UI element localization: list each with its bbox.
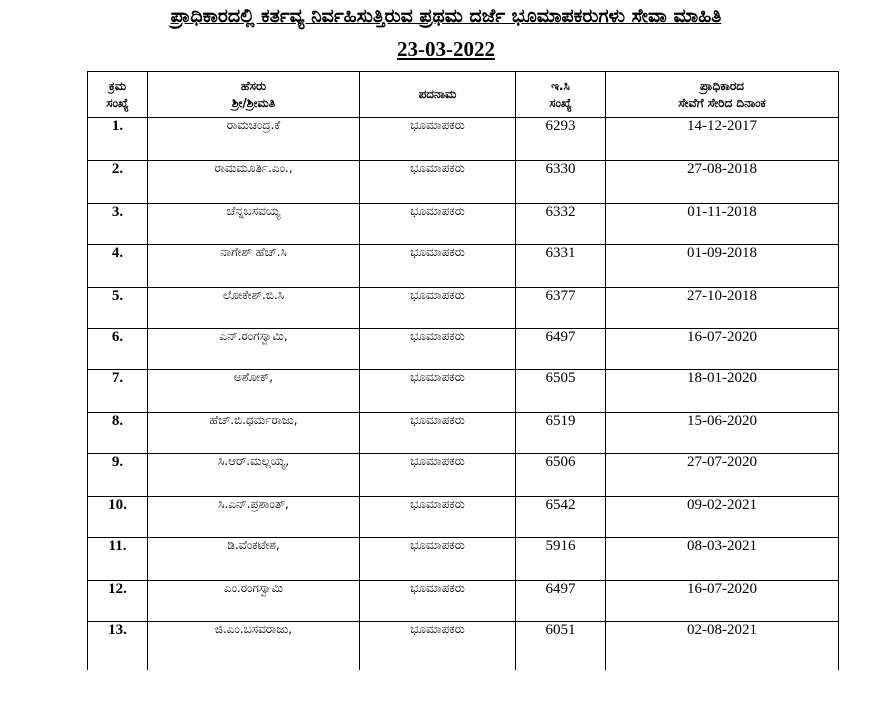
header-serial-line1: ಕ್ರಮ	[108, 78, 127, 93]
row-ec-number: 6331	[516, 245, 606, 288]
row-serial-number: 12.	[88, 581, 148, 622]
table-row	[88, 370, 839, 413]
row-name: ಎಂ.ರಂಗಸ್ವಾಮಿ	[148, 581, 360, 622]
row-ec-number: 6293	[516, 118, 606, 161]
row-joining-date: 09-02-2021	[606, 497, 839, 538]
row-serial-number: 1.	[88, 118, 148, 161]
row-designation: ಭೂಮಾಪಕರು	[360, 497, 516, 538]
row-designation: ಭೂಮಾಪಕರು	[360, 454, 516, 497]
table-row	[88, 622, 839, 671]
row-ec-number: 6332	[516, 204, 606, 245]
header-ec-number	[516, 72, 606, 118]
row-designation: ಭೂಮಾಪಕರು	[360, 370, 516, 413]
row-ec-number: 6542	[516, 497, 606, 538]
header-name-line2: ಶ್ರೀ/ಶ್ರೀಮತಿ	[231, 95, 276, 110]
row-designation: ಭೂಮಾಪಕರು	[360, 161, 516, 204]
document-title: ಪ್ರಾಧಿಕಾರದಲ್ಲಿ ಕರ್ತವ್ಯ ನಿರ್ವಹಿಸುತ್ತಿರುವ ಪ್ರಥಮ ದರ್ಜೆ ಭೂಮಾಪಕರುಗಳು ಸೇವಾ ಮಾಹಿತಿ	[170, 5, 722, 27]
row-name: ಜಿ.ಎಂ.ಬಸವರಾಜು,	[148, 622, 360, 671]
row-designation: ಭೂಮಾಪಕರು	[360, 329, 516, 370]
row-serial-number: 2.	[88, 161, 148, 204]
row-serial-number: 9.	[88, 454, 148, 497]
row-ec-number: 6506	[516, 454, 606, 497]
row-designation: ಭೂಮಾಪಕರು	[360, 204, 516, 245]
row-serial-number: 5.	[88, 288, 148, 329]
table-row	[88, 497, 839, 538]
row-ec-number: 6330	[516, 161, 606, 204]
row-ec-number: 6497	[516, 581, 606, 622]
surveyor-service-table	[87, 71, 839, 670]
table-row	[88, 118, 839, 161]
table-row	[88, 413, 839, 454]
header-name	[148, 72, 360, 118]
row-ec-number: 6505	[516, 370, 606, 413]
row-joining-date: 01-11-2018	[606, 204, 839, 245]
row-joining-date: 16-07-2020	[606, 329, 839, 370]
row-serial-number: 4.	[88, 245, 148, 288]
header-joining-line1: ಪ್ರಾಧಿಕಾರದ	[700, 78, 744, 93]
row-designation: ಭೂಮಾಪಕರು	[360, 581, 516, 622]
row-name: ಸಿ.ಎನ್.ಪ್ರಶಾಂತ್,	[148, 497, 360, 538]
row-serial-number: 3.	[88, 204, 148, 245]
row-joining-date: 14-12-2017	[606, 118, 839, 161]
row-joining-date: 01-09-2018	[606, 245, 839, 288]
row-name: ಡಿ.ವೆಂಕಟೇಶ,	[148, 538, 360, 581]
row-designation: ಭೂಮಾಪಕರು	[360, 538, 516, 581]
row-joining-date: 08-03-2021	[606, 538, 839, 581]
table-row	[88, 161, 839, 204]
table-row	[88, 538, 839, 581]
row-ec-number: 5916	[516, 538, 606, 581]
row-designation: ಭೂಮಾಪಕರು	[360, 622, 516, 671]
header-designation	[360, 72, 516, 118]
document-date: 23-03-2022	[397, 37, 495, 61]
row-name: ಚೆನ್ನಬಸವಯ್ಯ	[148, 204, 360, 245]
row-serial-number: 13.	[88, 622, 148, 671]
table-row	[88, 204, 839, 245]
row-joining-date: 27-07-2020	[606, 454, 839, 497]
row-designation: ಭೂಮಾಪಕರು	[360, 245, 516, 288]
row-joining-date: 15-06-2020	[606, 413, 839, 454]
table-row	[88, 329, 839, 370]
row-serial-number: 10.	[88, 497, 148, 538]
row-joining-date: 27-08-2018	[606, 161, 839, 204]
row-ec-number: 6377	[516, 288, 606, 329]
row-name: ರಾಮಮೂರ್ತಿ.ಎಂ.,	[148, 161, 360, 204]
header-serial-line2: ಸಂಖ್ಯೆ	[106, 95, 129, 110]
row-designation: ಭೂಮಾಪಕರು	[360, 413, 516, 454]
header-ec-line2: ಸಂಖ್ಯೆ	[549, 95, 572, 110]
row-name: ಲೋಕೇಶ್.ಬಿ.ಸಿ	[148, 288, 360, 329]
header-name-line1: ಹೆಸರು	[240, 78, 267, 93]
row-ec-number: 6519	[516, 413, 606, 454]
row-serial-number: 8.	[88, 413, 148, 454]
row-designation: ಭೂಮಾಪಕರು	[360, 118, 516, 161]
table-row	[88, 454, 839, 497]
row-serial-number: 7.	[88, 370, 148, 413]
row-joining-date: 27-10-2018	[606, 288, 839, 329]
row-joining-date: 18-01-2020	[606, 370, 839, 413]
table-row	[88, 288, 839, 329]
row-name: ಹೆಚ್.ಬಿ.ಧರ್ಮರಾಜು,	[148, 413, 360, 454]
row-joining-date: 16-07-2020	[606, 581, 839, 622]
table-header-row	[88, 72, 839, 118]
header-joining-line2: ಸೇವೆಗೆ ಸೇರಿದ ದಿನಾಂಕ	[678, 95, 766, 110]
row-serial-number: 11.	[88, 538, 148, 581]
row-name: ಅಶೋಕ್,	[148, 370, 360, 413]
header-ec-line1: ಇ.ಸಿ	[551, 78, 570, 93]
row-ec-number: 6497	[516, 329, 606, 370]
row-name: ರಾಮಚಂದ್ರ.ಕೆ	[148, 118, 360, 161]
row-ec-number: 6051	[516, 622, 606, 671]
row-designation: ಭೂಮಾಪಕರು	[360, 288, 516, 329]
header-designation-label: ಪದನಾಮ	[418, 87, 457, 101]
table-row	[88, 245, 839, 288]
row-name: ಎನ್.ರಂಗಸ್ವಾಮಿ,	[148, 329, 360, 370]
row-serial-number: 6.	[88, 329, 148, 370]
row-joining-date: 02-08-2021	[606, 622, 839, 671]
header-serial-number	[88, 72, 148, 118]
row-name: ಸಿ.ಆರ್.ಮಲ್ಲಯ್ಯ,	[148, 454, 360, 497]
table-row	[88, 581, 839, 622]
row-name: ನಾಗೇಶ್ ಹೆಚ್.ಸಿ	[148, 245, 360, 288]
header-joining-date	[606, 72, 839, 118]
